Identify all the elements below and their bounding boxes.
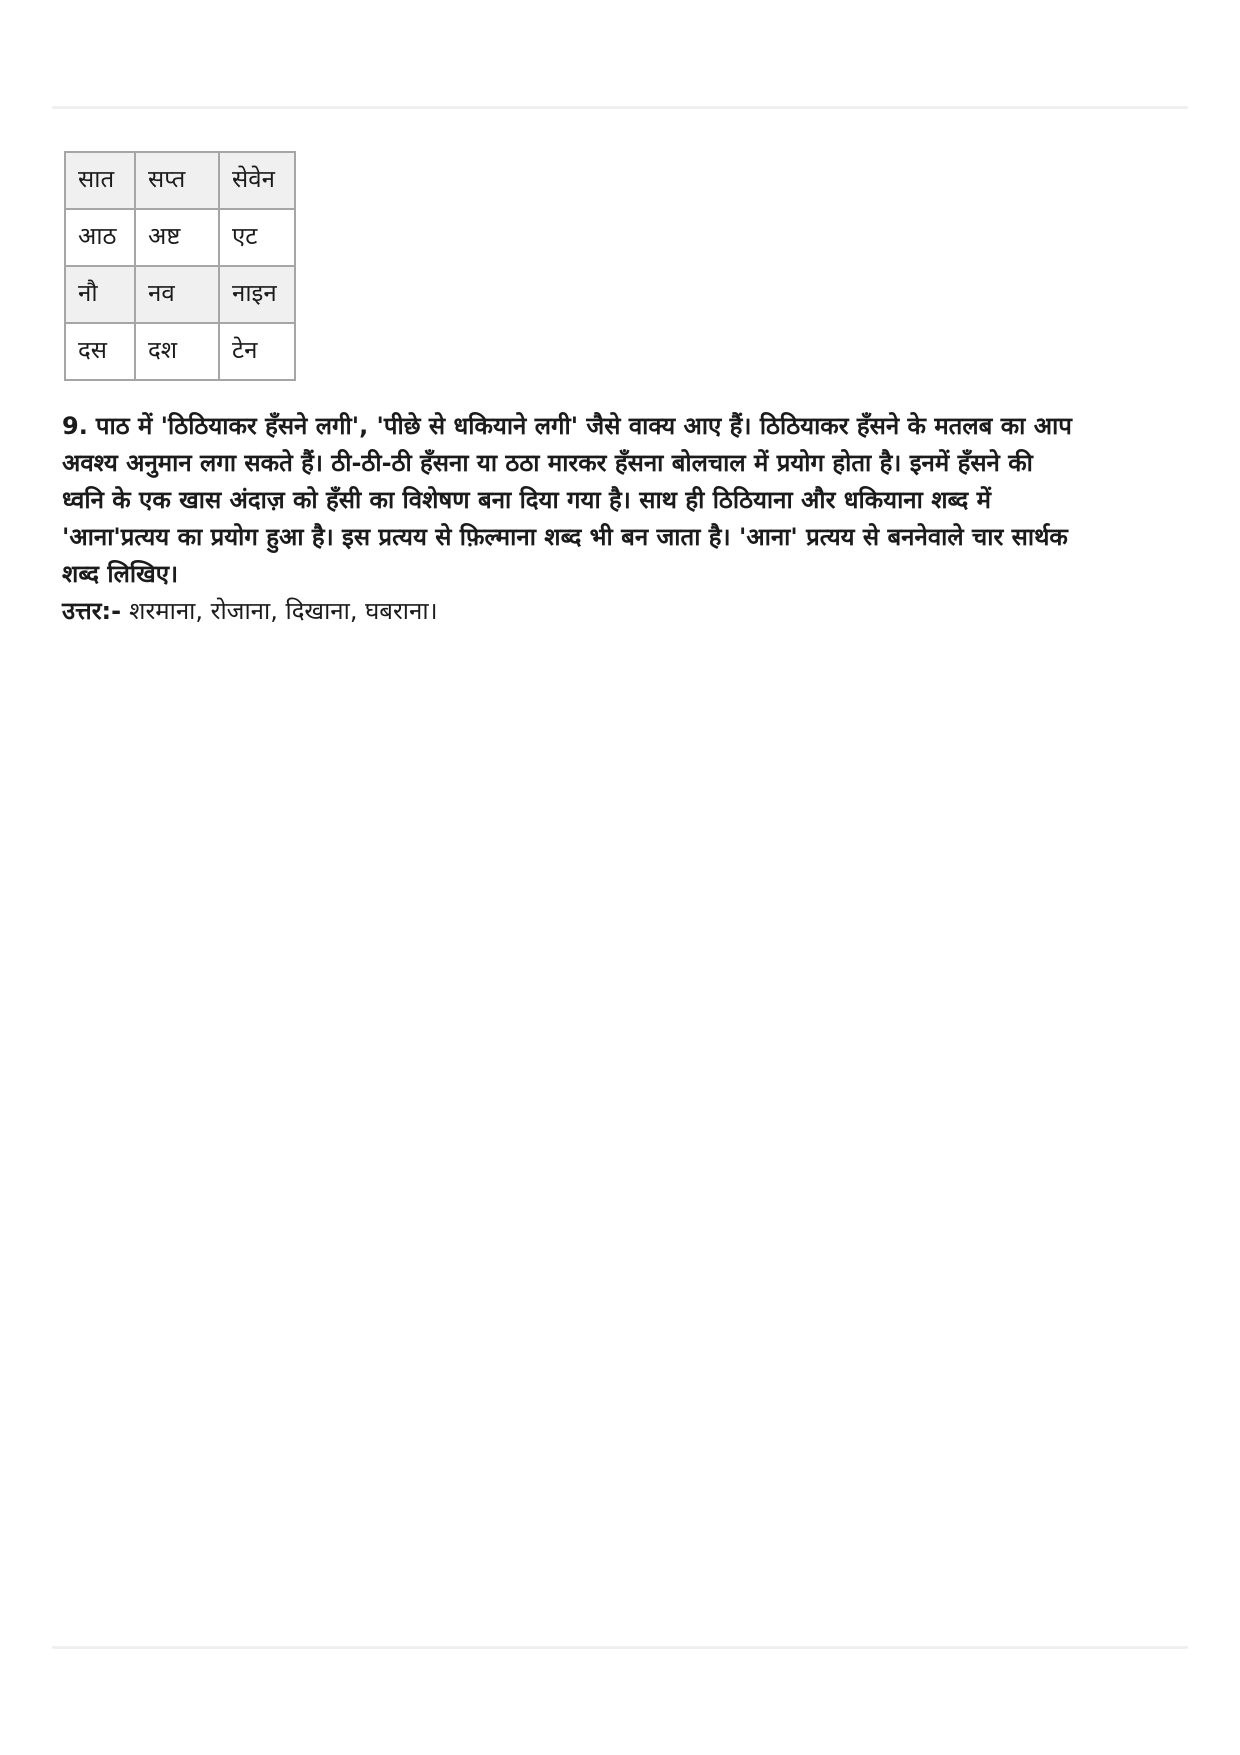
table-row	[65, 266, 295, 323]
table-cell: नव	[135, 266, 219, 323]
table-cell: सात	[65, 152, 135, 209]
table-cell: एट	[219, 209, 295, 266]
table-cell: सेवेन	[219, 152, 295, 209]
answer-text: शरमाना, रोजाना, दिखाना, घबराना।	[129, 597, 438, 625]
answer-label: उत्तर:-	[62, 597, 122, 625]
table-cell: नौ	[65, 266, 135, 323]
table-row	[65, 323, 295, 380]
table-cell: सप्त	[135, 152, 219, 209]
top-divider	[52, 106, 1188, 109]
question-answer-block	[62, 408, 1077, 630]
table-cell: दस	[65, 323, 135, 380]
table-row	[65, 209, 295, 266]
question-9	[62, 408, 1077, 593]
table-cell: आठ	[65, 209, 135, 266]
numbers-table	[64, 151, 296, 381]
bottom-divider	[52, 1646, 1188, 1649]
table-cell: दश	[135, 323, 219, 380]
answer-line	[62, 593, 1077, 630]
table-cell: टेन	[219, 323, 295, 380]
question-body: पाठ में 'ठिठियाकर हँसने लगी', 'पीछे से धकियाने लगी' जैसे वाक्य आए हैं। ठिठियाकर हँसने के मतलब का आप अवश्य अनुमान लगा सकते हैं। ठी-ठी-ठी हँसना या ठठा मारकर हँसना बोलचाल में प्रयोग होता है। इनमें हँसने की ध्वनि के एक खास अंदाज़ को हँसी का विशेषण बना दिया गया है। साथ ही ठिठियाना और धकियाना शब्द में 'आना'प्रत्यय का प्रयोग हुआ है। इस प्रत्यय से फ़िल्माना शब्द भी बन जाता है। 'आना' प्रत्यय से बननेवाले चार सार्थक शब्द लिखिए।	[62, 412, 1072, 588]
table-cell: अष्ट	[135, 209, 219, 266]
table-row	[65, 152, 295, 209]
table-cell: नाइन	[219, 266, 295, 323]
question-number: 9.	[62, 412, 88, 440]
